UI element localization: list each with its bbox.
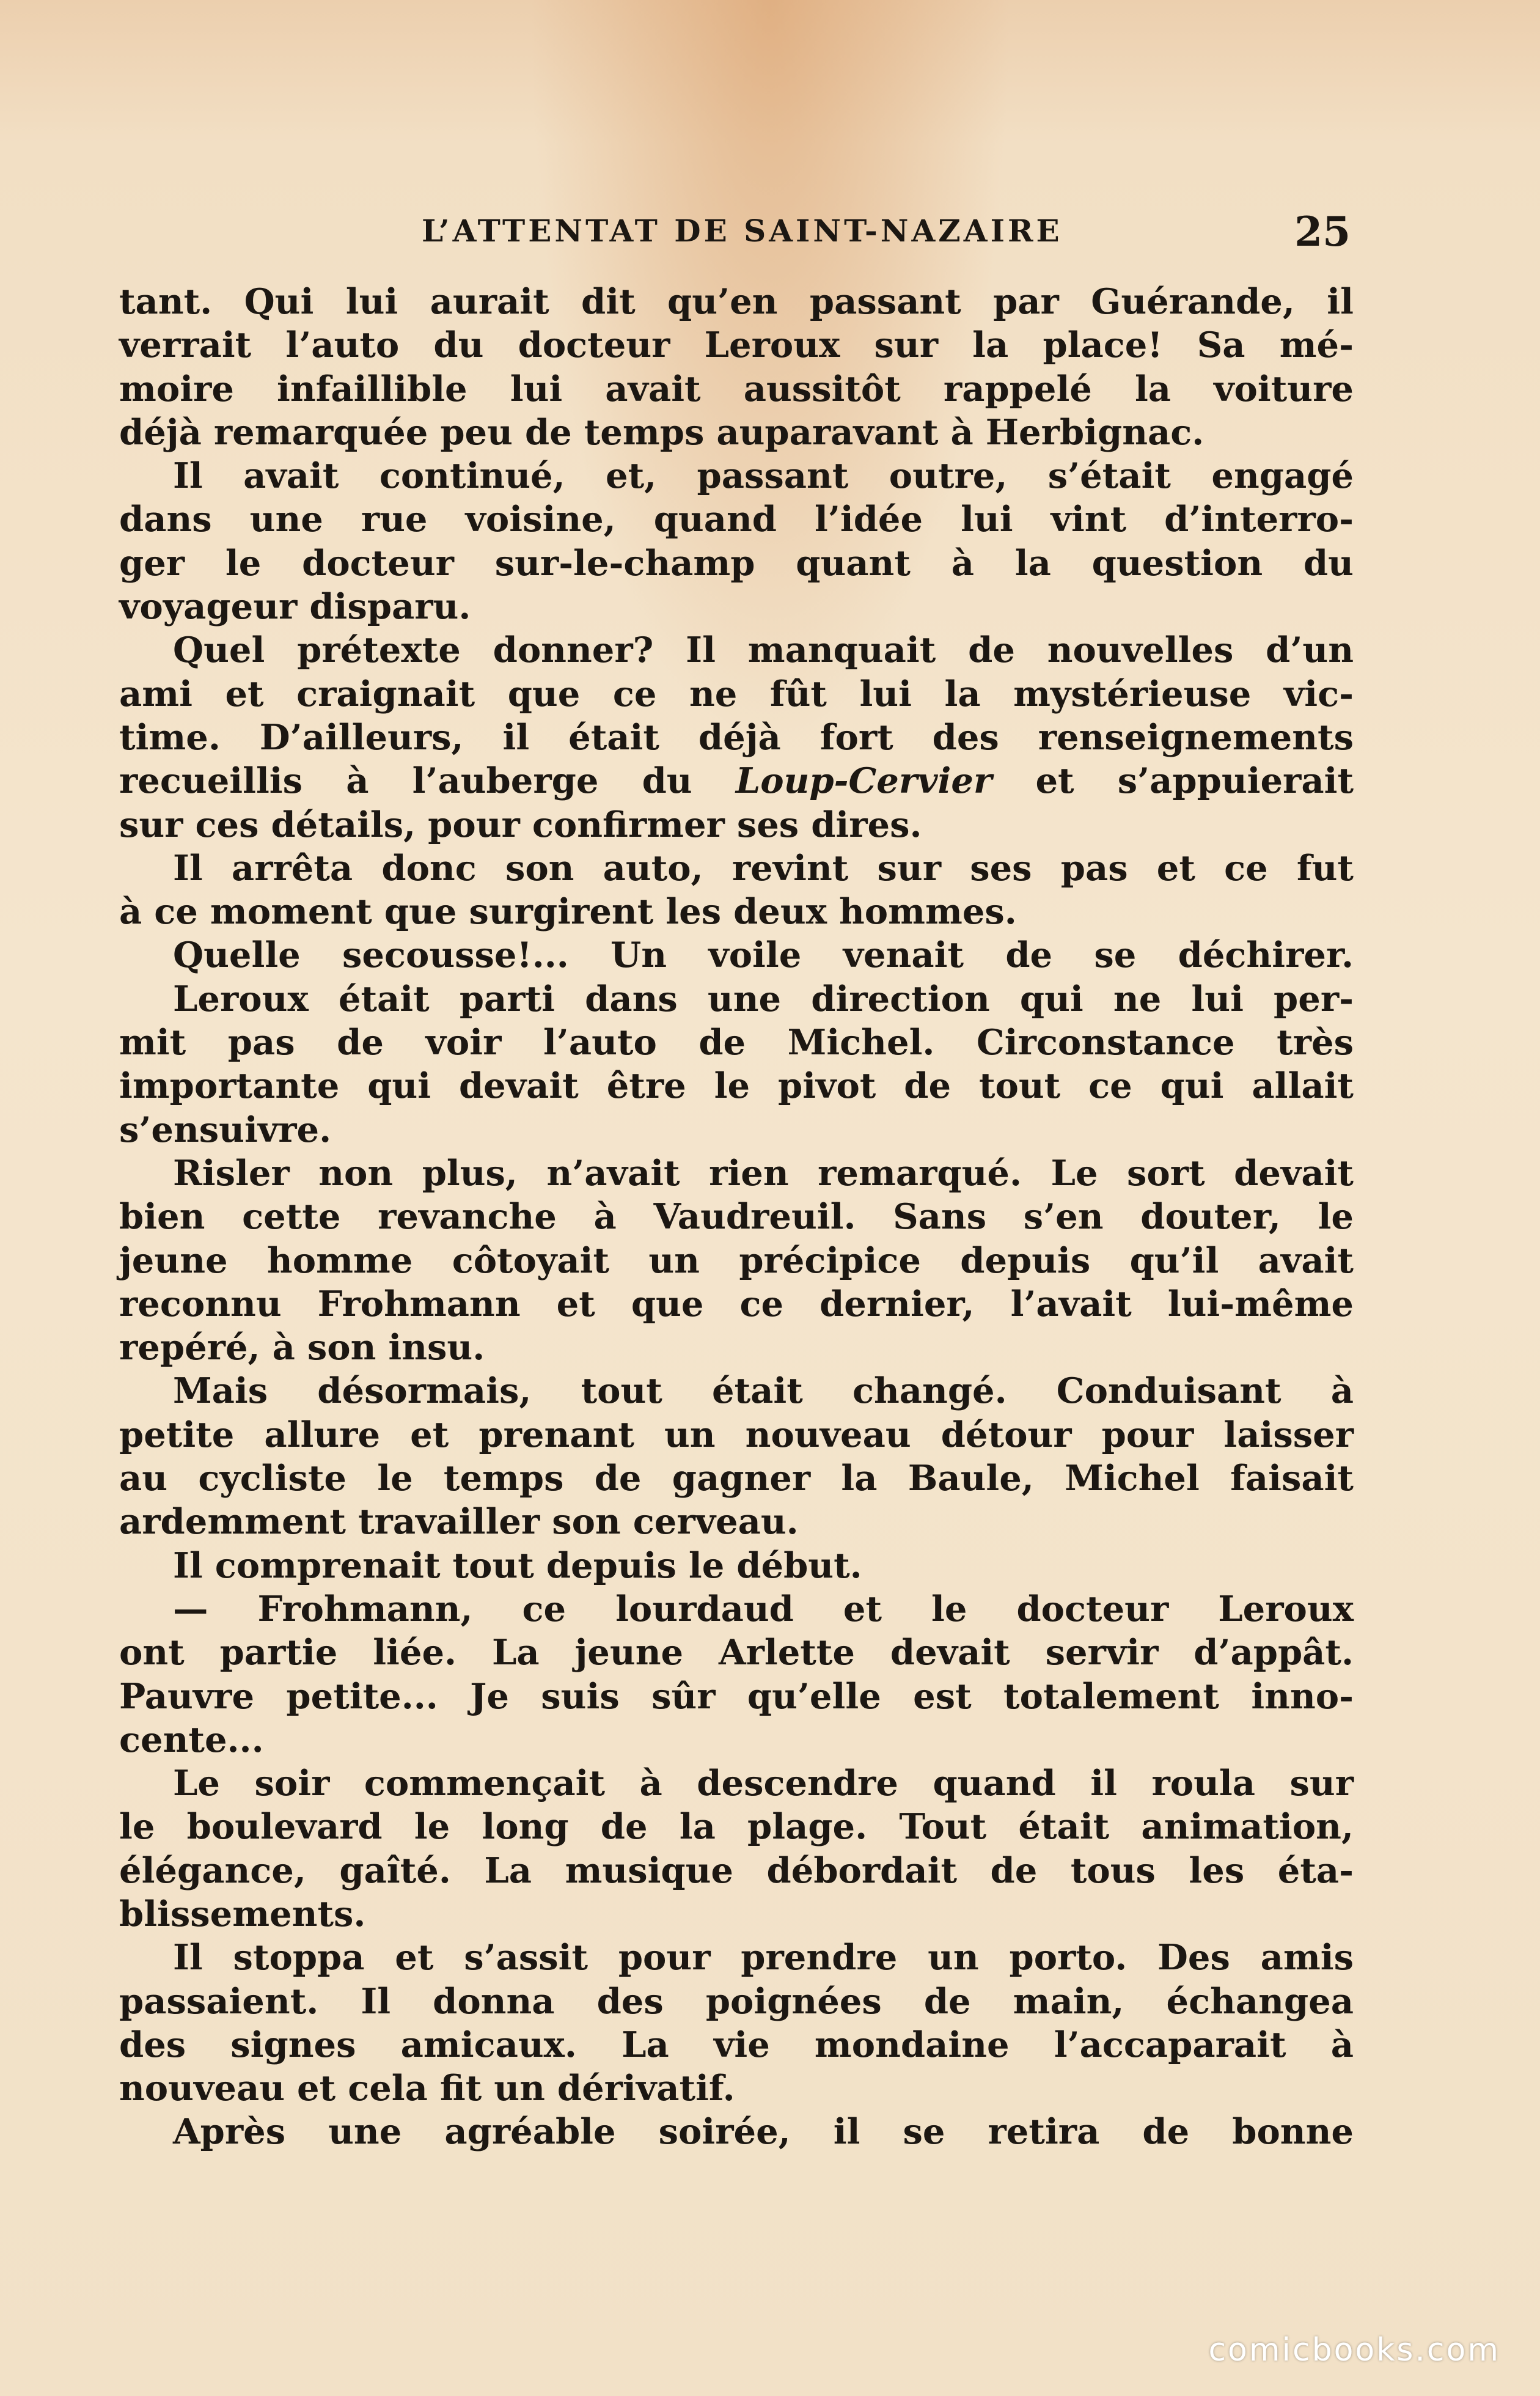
text-line: au cycliste le temps de gagner la Baule, Michel faisait xyxy=(119,1457,1354,1499)
text-line: — Frohmann, ce lourdaud et le docteur Leroux xyxy=(173,1587,1354,1630)
text-line: Il comprenait tout depuis le début. xyxy=(173,1544,862,1586)
text-line: ami et craignait que ce ne fût lui la mystérieuse vic- xyxy=(119,672,1354,715)
text-line: Il stoppa et s’assit pour prendre un porto. Des amis xyxy=(173,1936,1354,1979)
text-line: importante qui devait être le pivot de tout ce qui allait xyxy=(119,1065,1354,1107)
text-line: tant. Qui lui aurait dit qu’en passant par Guérande, il xyxy=(119,281,1354,322)
text-line: moire infaillible lui avait aussitôt rappelé la voiture xyxy=(119,367,1354,410)
text-line: petite allure et prenant un nouveau détour pour laisser xyxy=(119,1413,1354,1455)
text-line: dans une rue voisine, quand l’idée lui vint d’interro- xyxy=(119,498,1354,540)
text-segment: et s’appuierait xyxy=(1035,760,1354,802)
text-line: Il arrêta donc son auto, revint sur ses pas et ce fut xyxy=(173,847,1354,889)
watermark: comicbooks.com xyxy=(1208,2332,1500,2368)
text-line: déjà remarquée peu de temps auparavant à Herbignac. xyxy=(119,411,1204,453)
text-line: des signes amicaux. La vie mondaine l’accaparait à xyxy=(119,2023,1354,2065)
text-line: blissements. xyxy=(119,1892,366,1935)
text-line: nouveau et cela fit un dérivatif. xyxy=(119,2067,735,2109)
text-line: mit pas de voir l’auto de Michel. Circonstance très xyxy=(119,1021,1354,1064)
text-line: verrait l’auto du docteur Leroux sur la place! Sa mé- xyxy=(119,324,1354,366)
text-line: Leroux était parti dans une direction qui ne lui per- xyxy=(173,977,1354,1020)
text-line: ont partie liée. La jeune Arlette devait servir d’appât. xyxy=(119,1631,1354,1674)
text-line: bien cette revanche à Vaudreuil. Sans s’en douter, le xyxy=(119,1196,1354,1238)
body-text xyxy=(119,280,1354,2154)
text-line: Mais désormais, tout était changé. Conduisant à xyxy=(173,1370,1354,1412)
page-number: 25 xyxy=(1294,208,1351,255)
text-line: voyageur disparu. xyxy=(119,586,471,628)
page-header xyxy=(0,208,1540,257)
text-line: Quel prétexte donner? Il manquait de nouvelles d’un xyxy=(173,629,1354,671)
text-line: passaient. Il donna des poignées de main, échangea xyxy=(119,1980,1354,2022)
text-line: Quelle secousse!... Un voile venait de se déchirer. xyxy=(173,934,1354,976)
text-line: à ce moment que surgirent les deux hommes. xyxy=(119,891,1017,933)
italic-inn-name: Loup-Cervier xyxy=(735,760,992,802)
text-line: élégance, gaîté. La musique débordait de tous les éta- xyxy=(119,1849,1354,1891)
text-line-with-italic xyxy=(119,759,1354,803)
text-line: Pauvre petite... Je suis sûr qu’elle est totalement inno- xyxy=(119,1675,1354,1717)
text-line: Risler non plus, n’avait rien remarqué. Le sort devait xyxy=(173,1152,1354,1194)
text-line: Après une agréable soirée, il se retira de bonne xyxy=(173,2111,1354,2153)
text-line: ardemment travailler son cerveau. xyxy=(119,1501,799,1543)
text-line: sur ces détails, pour confirmer ses dires. xyxy=(119,803,922,845)
text-line: jeune homme côtoyait un précipice depuis qu’il avait xyxy=(119,1239,1354,1281)
text-line: repéré, à son insu. xyxy=(119,1326,485,1369)
text-segment: recueillis à l’auberge du xyxy=(119,760,692,802)
text-line: reconnu Frohmann et que ce dernier, l’avait lui-même xyxy=(119,1282,1354,1325)
text-line: time. D’ailleurs, il était déjà fort des renseignements xyxy=(119,716,1354,758)
text-line: le boulevard le long de la plage. Tout était animation, xyxy=(119,1806,1354,1848)
text-line: Il avait continué, et, passant outre, s’était engagé xyxy=(173,455,1354,497)
text-line: cente... xyxy=(119,1718,264,1760)
text-line: s’ensuivre. xyxy=(119,1108,332,1150)
text-line: Le soir commençait à descendre quand il roula sur xyxy=(173,1762,1354,1804)
text-line: ger le docteur sur-le-champ quant à la question du xyxy=(119,542,1354,584)
running-title: L’ATTENTAT DE SAINT-NAZAIRE xyxy=(422,213,1063,249)
